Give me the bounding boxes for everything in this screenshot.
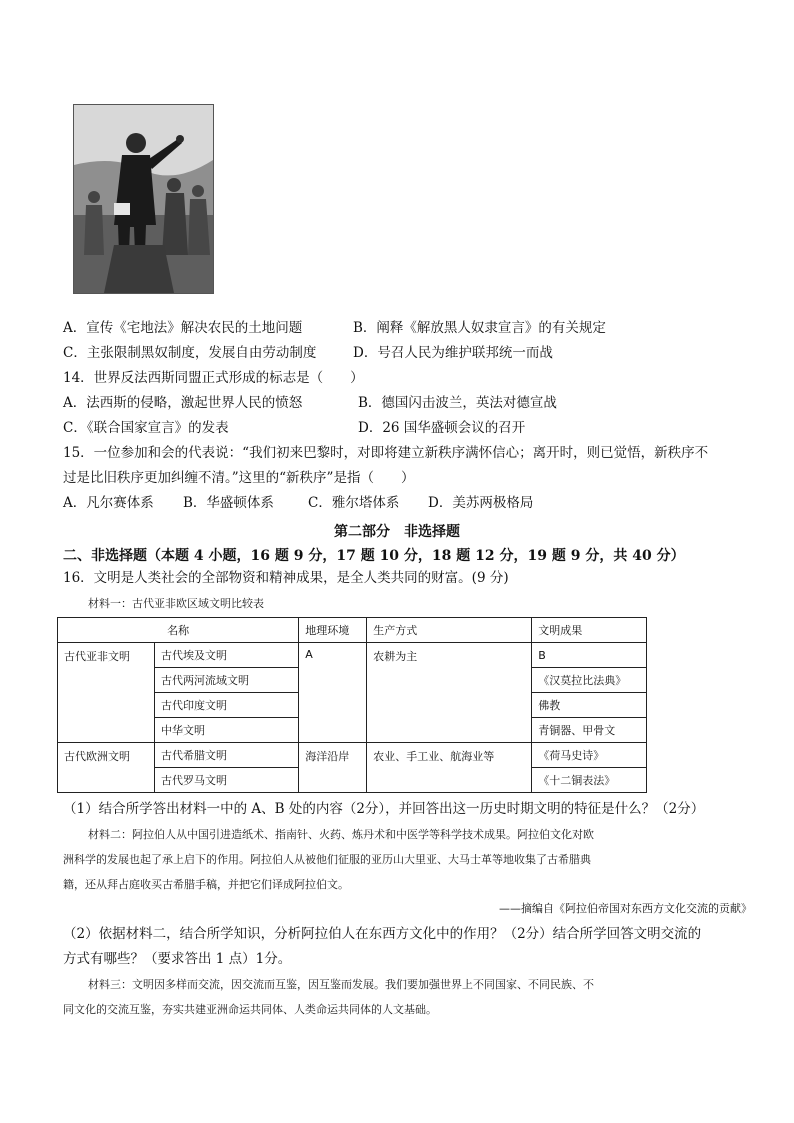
material3-line2: 同文化的交流互鉴，夯实共建亚洲命运共同体、人类命运共同体的人文基础。 [63, 1003, 437, 1016]
q13-option-d: D．号召人民为维护联邦统一而战 [353, 345, 553, 361]
q16-sub2-line1: （2）依据材料二，结合所学知识，分析阿拉伯人在东西方文化中的作用？（2分）结合所学回答文明交流的 [63, 926, 702, 942]
region-europe: 古代欧洲文明 [58, 743, 155, 793]
env-asia-africa: A [299, 643, 367, 743]
q16-sub2-line2: 方式有哪些？（要求答出 1 点）1分。 [63, 951, 292, 967]
civ-china: 中华文明 [155, 718, 299, 743]
q13-option-a: A．宣传《宅地法》解决农民的土地问题 [63, 320, 303, 336]
q15-stem-line1: 15．一位参加和会的代表说：“我们初来巴黎时，对即将建立新秩序满怀信心；离开时，则已觉悟，新秩序不 [63, 445, 709, 461]
q13-option-b: B．阐释《解放黑人奴隶宣言》的有关规定 [353, 320, 606, 336]
q16-sub1: （1）结合所学答出材料一中的 A、B 处的内容（2分），并回答出这一历史时期文明的特征是什么？（2分） [63, 801, 705, 817]
material1-title: 材料一：古代亚非欧区域文明比较表 [88, 597, 264, 610]
material3-line1: 材料三：文明因多样而交流，因交流而互鉴，因互鉴而发展。我们要加强世界上不同国家、不同民族、不 [88, 978, 594, 991]
q15-option-a: A．凡尔赛体系 [63, 495, 154, 511]
header-achievements: 文明成果 [532, 618, 647, 643]
civ-greece: 古代希腊文明 [155, 743, 299, 768]
civ-egypt: 古代埃及文明 [155, 643, 299, 668]
civ-rome: 古代罗马文明 [155, 768, 299, 793]
header-environment: 地理环境 [299, 618, 367, 643]
header-name: 名称 [58, 618, 299, 643]
q14-option-c: C．《联合国家宣言》的发表 [63, 420, 229, 436]
achievement-rome: 《十二铜表法》 [532, 768, 647, 793]
q14-option-b: B．德国闪击波兰，英法对德宣战 [358, 395, 557, 411]
civilization-comparison-table [57, 617, 647, 793]
table-header-row [58, 618, 647, 643]
q14-option-d: D．26 国华盛顿会议的召开 [358, 420, 526, 436]
q15-stem-line2: 过是比旧秩序更加纠缠不清。”这里的“新秩序”是指（ ） [63, 470, 415, 486]
civ-india: 古代印度文明 [155, 693, 299, 718]
q14-stem: 14．世界反法西斯同盟正式形成的标志是（ ） [63, 370, 364, 386]
material2-line2: 洲科学的发展也起了承上启下的作用。阿拉伯人从被他们征服的亚历山大里亚、大马士革等地收集了古希腊典 [63, 853, 591, 866]
material2-line1: 材料二：阿拉伯人从中国引进造纸术、指南针、火药、炼丹术和中医学等科学技术成果。阿拉伯文化对欧 [88, 828, 594, 841]
civ-mesopotamia: 古代两河流域文明 [155, 668, 299, 693]
q13-option-c: C．主张限制黑奴制度，发展自由劳动制度 [63, 345, 317, 361]
q15-option-d: D．美苏两极格局 [428, 495, 534, 511]
q15-option-c: C．雅尔塔体系 [308, 495, 400, 511]
prod-asia-africa: 农耕为主 [367, 643, 532, 743]
table-row [58, 743, 647, 768]
header-production: 生产方式 [367, 618, 532, 643]
achievement-greece: 《荷马史诗》 [532, 743, 647, 768]
q15-option-b: B．华盛顿体系 [183, 495, 274, 511]
region-asia-africa: 古代亚非文明 [58, 643, 155, 743]
table-row [58, 643, 647, 668]
part2-heading: 二、非选择题（本题 4 小题，16 题 9 分，17 题 10 分，18 题 12 分，19 题 9 分，共 40 分） [63, 548, 685, 564]
achievement-mesopotamia: 《汉莫拉比法典》 [532, 668, 647, 693]
achievement-egypt: B [532, 643, 647, 668]
achievement-china: 青铜器、甲骨文 [532, 718, 647, 743]
achievement-india: 佛教 [532, 693, 647, 718]
q16-stem: 16．文明是人类社会的全部物资和精神成果，是全人类共同的财富。(9 分) [63, 570, 509, 586]
q14-option-a: A．法西斯的侵略，激起世界人民的愤怒 [63, 395, 303, 411]
env-europe: 海洋沿岸 [299, 743, 367, 793]
material2-line3: 籍，还从拜占庭收买古希腊手稿，并把它们译成阿拉伯文。 [63, 878, 349, 891]
part2-title: 第二部分 非选择题 [334, 524, 460, 540]
prod-europe: 农业、手工业、航海业等 [367, 743, 532, 793]
speaker-photo [73, 104, 214, 294]
speaker-photo-icon [74, 105, 213, 293]
material2-source: ——摘编自《阿拉伯帝国对东西方文化交流的贡献》 [499, 902, 752, 915]
